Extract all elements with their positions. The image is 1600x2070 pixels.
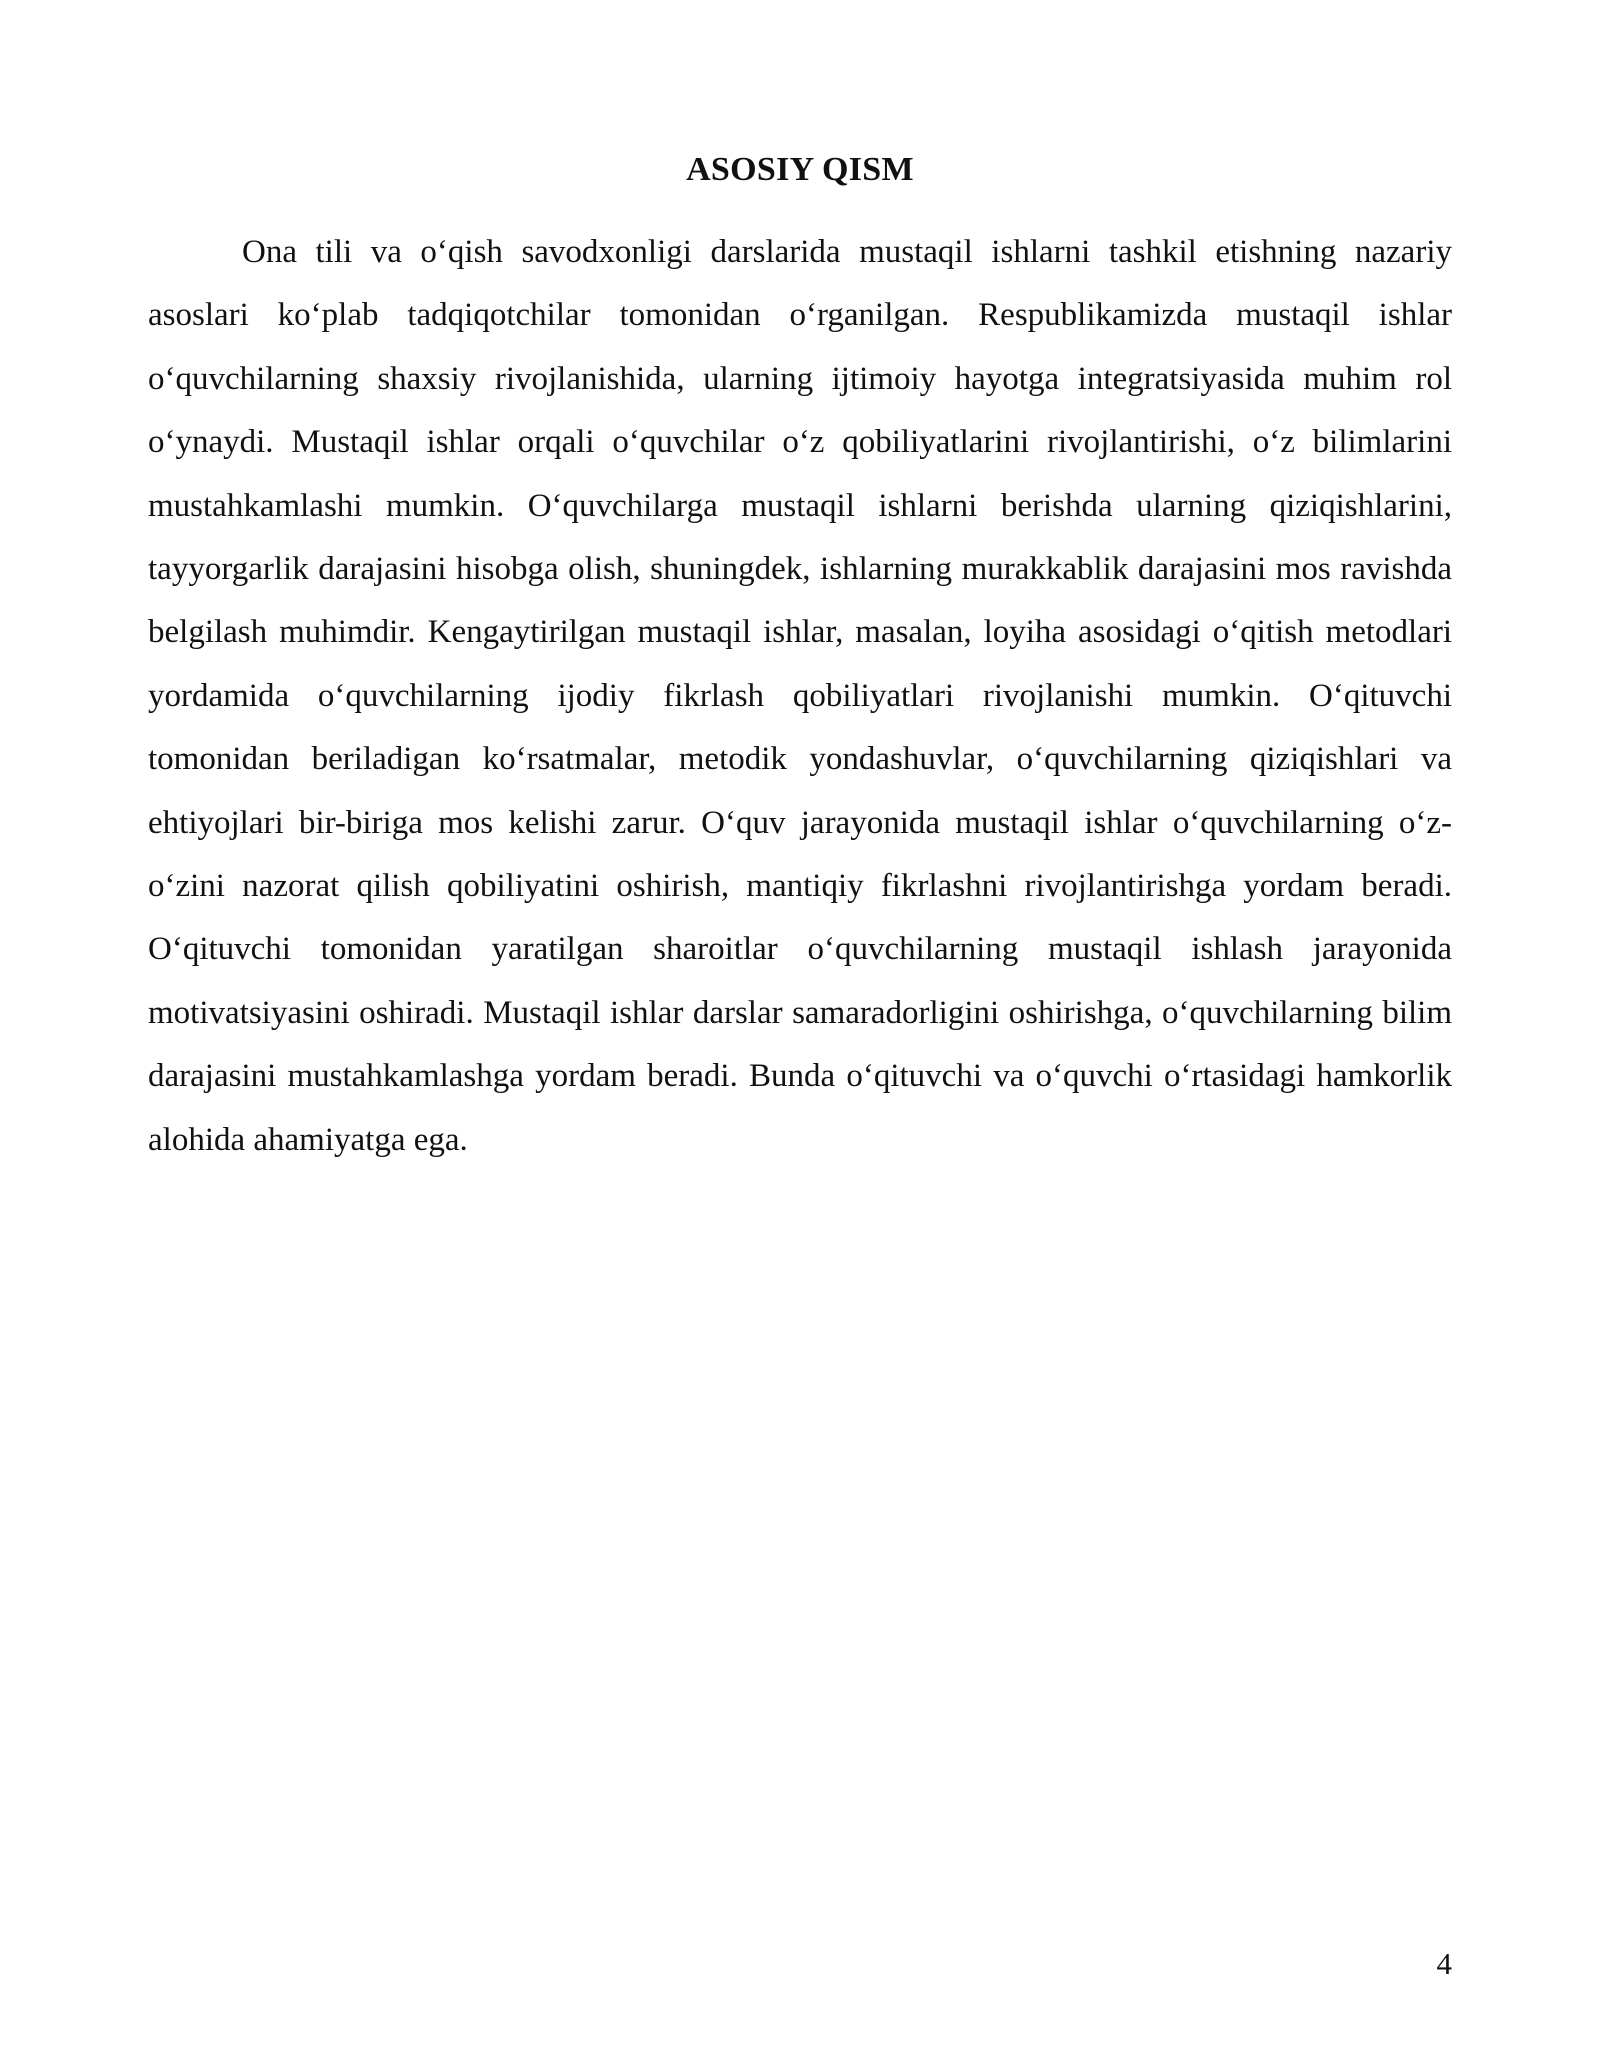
section-heading: ASOSIY QISM [686,151,914,188]
page-number: 4 [1436,1946,1452,1981]
body-paragraph: Ona tili va o‘qish savodxonligi darslarida mustaqil ishlarni tashkil etishning nazariy asoslari ko‘plab tadqiqotchilar tomonidan o‘rganilgan. Respublikamizda mustaqil ishlar o‘quvchilarning shaxsiy rivojlanishida, ularning ijtimoiy hayotga integratsiyasida muhim rol o‘ynaydi. Mustaqil ishlar orqali o‘quvchilar o‘z qobiliyatlarini rivojlantirishi, o‘z bilimlarini mustahkamlashi mumkin. O‘quvchilarga mustaqil ishlarni berishda ularning qiziqishlarini, tayyorgarlik darajasini hisobga olish, shuningdek, ishlarning murakkablik darajasini mos ravishda belgilash muhimdir. Kengaytirilgan mustaqil ishlar, masalan, loyiha asosidagi o‘qitish metodlari yordamida o‘quvchilarning ijodiy fikrlash qobiliyatlari rivojlanishi mumkin. O‘qituvchi tomonidan beriladigan ko‘rsatmalar, metodik yondashuvlar, o‘quvchilarning qiziqishlari va ehtiyojlari bir-biriga mos kelishi zarur. O‘quv jarayonida mustaqil ishlar o‘quvchilarning o‘z-o‘zini nazorat qilish qobiliyatini oshirish, mantiqiy fikrlashni rivojlantirishga yordam beradi. O‘qituvchi tomonidan yaratilgan sharoitlar o‘quvchilarning mustaqil ishlash jarayonida motivatsiyasini oshiradi. Mustaqil ishlar darslar samaradorligini oshirishga, o‘quvchilarning bilim darajasini mustahkamlashga yordam beradi. Bunda o‘qituvchi va o‘quvchi o‘rtasidagi hamkorlik alohida ahamiyatga ega. [148,234,1452,1158]
